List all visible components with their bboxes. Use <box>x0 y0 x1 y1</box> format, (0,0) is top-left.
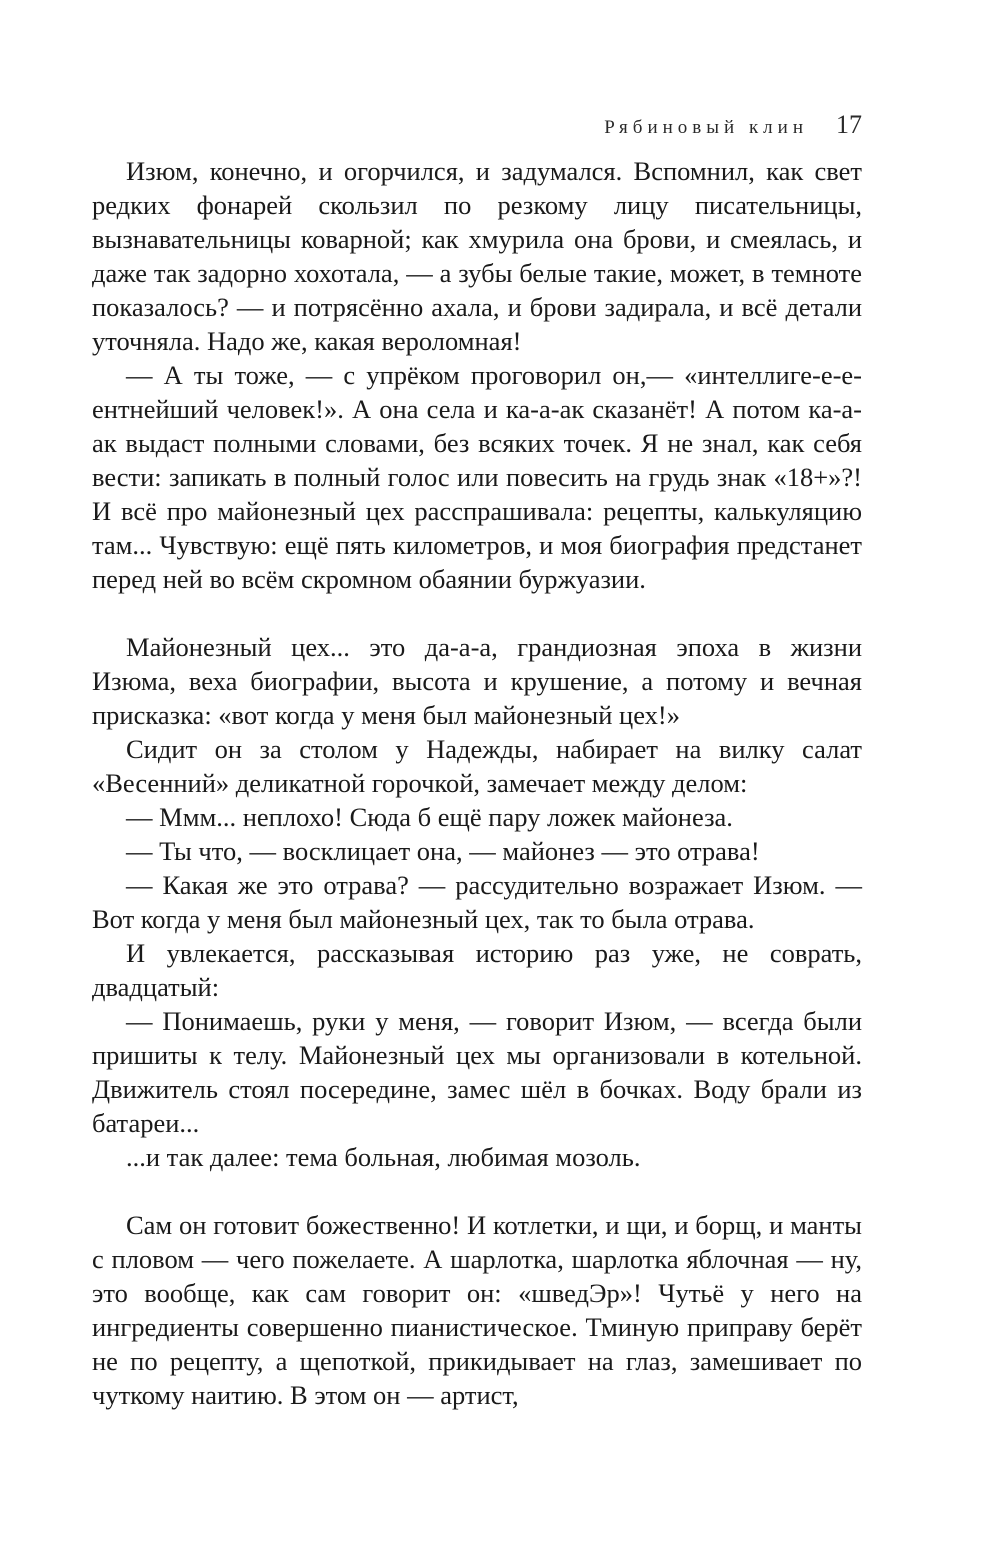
body-text <box>92 154 862 1412</box>
paragraph: — Понимаешь, руки у меня, — говорит Изюм, — всегда были пришиты к телу. Майонезный цех мы организовали в котельной. Движитель стоял посередине, замес шёл в бочках. Воду брали из батареи... <box>92 1006 862 1138</box>
page-number: 17 <box>836 110 862 139</box>
running-header <box>92 110 862 140</box>
paragraph: — А ты тоже, — с упрёком проговорил он,— «интеллиге-е-е-ентнейший человек!». А она села и ка-а-ак сказанёт! А потом ка-а-ак выдаст полными словами, без всяких точек. Я не знал, как себя вести: запикать в полный голос или повесить на грудь знак «18+»?! И всё про майонезный цех расспрашивала: рецепты, калькуляцию там... Чувствую: ещё пять километров, и моя биография предстанет перед ней во всём скромном обаянии буржуазии. <box>92 360 862 594</box>
paragraph: И увлекается, рассказывая историю раз уже, не соврать, двадцатый: <box>92 938 862 1002</box>
paragraph: — Какая же это отрава? — рассудительно возражает Изюм. — Вот когда у меня был майонезный цех, так то была отрава. <box>92 870 862 934</box>
running-title: Рябиновый клин <box>604 117 808 138</box>
paragraph: ...и так далее: тема больная, любимая мозоль. <box>126 1142 641 1172</box>
paragraph: Изюм, конечно, и огорчился, и задумался. Вспомнил, как свет редких фонарей скользил по резкому лицу писательницы, вызнавательницы коварной; как хмурила она брови, и смеялась, и даже так задорно хохотала, — а зубы белые такие, может, в темноте показалось? — и потрясённо ахала, и брови задирала, и всё детали уточняла. Надо же, какая вероломная! <box>92 156 862 356</box>
paragraph: — Ты что, — восклицает она, — майонез — это отрава! <box>126 836 760 866</box>
paragraph: Майонезный цех... это да-а-а, грандиозная эпоха в жизни Изюма, веха биографии, высота и крушение, а потому и вечная присказка: «вот когда у меня был майонезный цех!» <box>92 632 862 730</box>
paragraph: Сидит он за столом у Надежды, набирает на вилку салат «Весенний» деликатной горочкой, замечает между делом: <box>92 734 862 798</box>
paragraph: — Ммм... неплохо! Сюда б ещё пару ложек майонеза. <box>126 802 733 832</box>
paragraph: Сам он готовит божественно! И котлетки, и щи, и борщ, и манты с пловом — чего пожелаете. А шарлотка, шарлотка яблочная — ну, это вообще, как сам говорит он: «шведЭр»! Чутьё у него на ингредиенты совершенно пианистическое. Тминую приправу берёт не по рецепту, а щепоткой, прикидывает на глаз, замешивает по чуткому наитию. В этом он — артист, <box>92 1210 862 1410</box>
